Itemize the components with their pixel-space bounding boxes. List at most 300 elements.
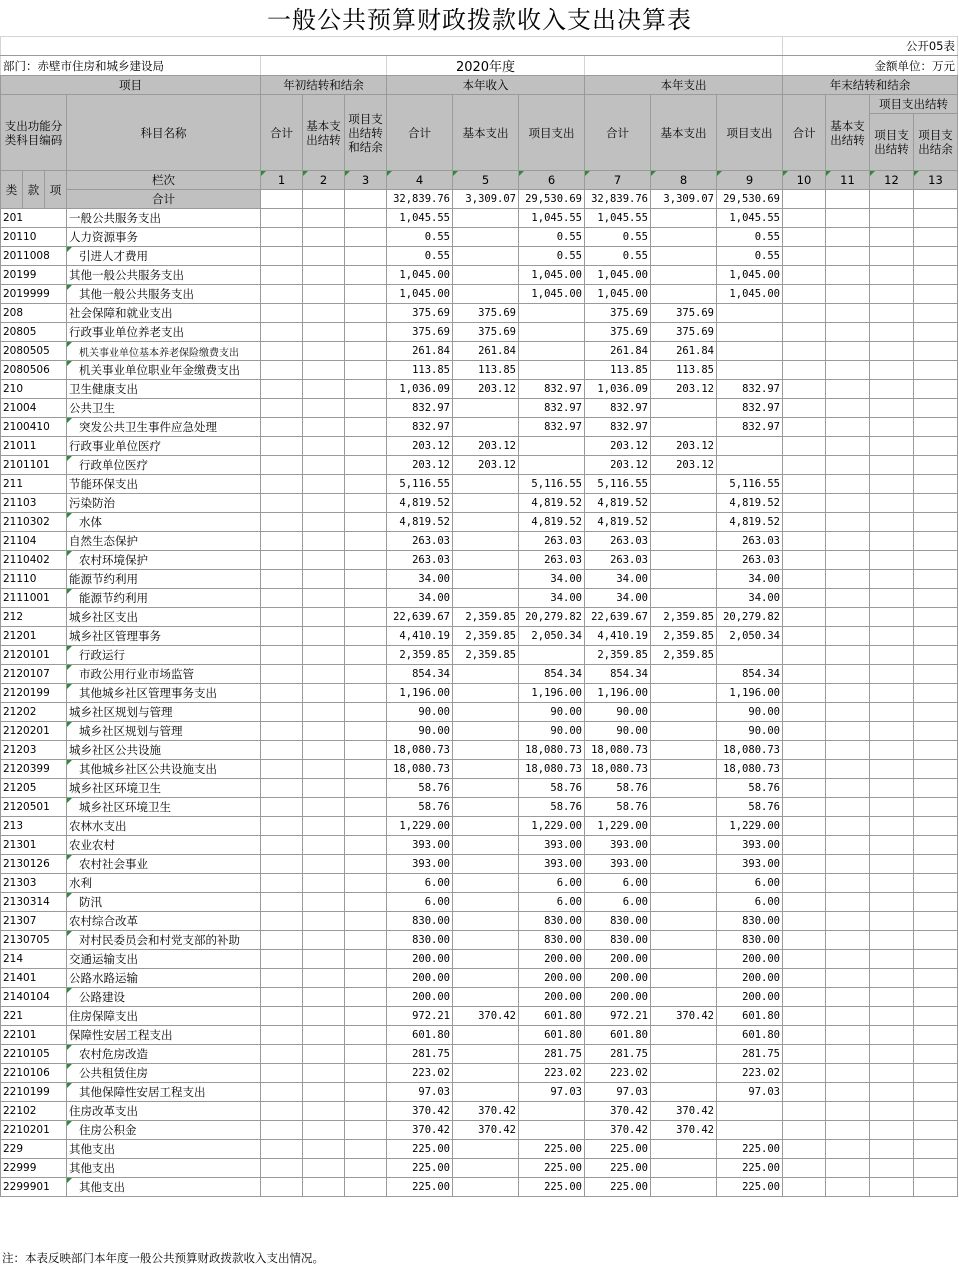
row-value (826, 988, 870, 1007)
row-value: 223.02 (717, 1064, 783, 1083)
row-value: 225.00 (387, 1159, 453, 1178)
row-value: 1,229.00 (717, 817, 783, 836)
header-close-proj-bal: 项目支出结余 (914, 114, 958, 171)
row-value (651, 874, 717, 893)
row-name: 机关事业单位基本养老保险缴费支出 (67, 342, 261, 361)
row-name: 突发公共卫生事件应急处理 (67, 418, 261, 437)
row-value: 203.12 (651, 437, 717, 456)
row-value (345, 1140, 387, 1159)
row-name: 城乡社区环境卫生 (67, 798, 261, 817)
row-value (345, 304, 387, 323)
row-value (261, 874, 303, 893)
row-value: 225.00 (387, 1140, 453, 1159)
row-value (519, 361, 585, 380)
row-name: 住房保障支出 (67, 1007, 261, 1026)
row-value (826, 494, 870, 513)
row-value (345, 1026, 387, 1045)
header-lei: 类 (1, 171, 23, 209)
row-value (261, 703, 303, 722)
table-row (1, 532, 958, 551)
meta-row-dept (1, 56, 958, 76)
row-value (345, 893, 387, 912)
total-cell (783, 190, 826, 209)
row-code: 2210199 (1, 1083, 67, 1102)
row-value (826, 931, 870, 950)
row-value (261, 836, 303, 855)
row-value (914, 532, 958, 551)
row-value (261, 437, 303, 456)
row-value (345, 684, 387, 703)
row-value: 113.85 (453, 361, 519, 380)
row-value (783, 608, 826, 627)
row-value (914, 1045, 958, 1064)
row-value: 225.00 (387, 1178, 453, 1197)
row-value (303, 950, 345, 969)
row-value (261, 380, 303, 399)
row-value (826, 551, 870, 570)
row-name: 行政单位医疗 (67, 456, 261, 475)
row-value (261, 494, 303, 513)
row-value (261, 456, 303, 475)
row-value: 90.00 (717, 703, 783, 722)
header-income: 本年收入 (387, 76, 585, 95)
row-value: 90.00 (717, 722, 783, 741)
row-value (870, 988, 914, 1007)
row-value: 58.76 (387, 798, 453, 817)
row-value (870, 475, 914, 494)
row-value (870, 798, 914, 817)
row-value (303, 532, 345, 551)
row-value (717, 437, 783, 456)
row-value (870, 228, 914, 247)
row-name: 能源节约利用 (67, 570, 261, 589)
row-value (651, 228, 717, 247)
table-row (1, 912, 958, 931)
row-value: 223.02 (387, 1064, 453, 1083)
row-value (303, 304, 345, 323)
row-value (651, 988, 717, 1007)
row-value: 2,359.85 (651, 627, 717, 646)
row-value: 1,229.00 (387, 817, 453, 836)
row-code: 20199 (1, 266, 67, 285)
row-value: 90.00 (585, 703, 651, 722)
row-value: 1,045.00 (519, 285, 585, 304)
row-value (783, 456, 826, 475)
row-value: 97.03 (387, 1083, 453, 1102)
row-value (303, 380, 345, 399)
row-value (303, 874, 345, 893)
row-value (826, 779, 870, 798)
header-func-code: 支出功能分类科目编码 (1, 95, 67, 171)
row-value (826, 532, 870, 551)
row-value (870, 874, 914, 893)
row-value: 200.00 (519, 988, 585, 1007)
meta-row-code (1, 37, 958, 56)
row-value: 832.97 (717, 418, 783, 437)
row-name: 农林水支出 (67, 817, 261, 836)
row-value: 58.76 (519, 798, 585, 817)
row-value (651, 722, 717, 741)
row-value: 1,036.09 (585, 380, 651, 399)
row-value (261, 722, 303, 741)
row-value (870, 1026, 914, 1045)
row-value (826, 570, 870, 589)
row-value: 200.00 (387, 969, 453, 988)
row-value (914, 836, 958, 855)
row-value (345, 874, 387, 893)
row-value (870, 646, 914, 665)
table-row (1, 855, 958, 874)
row-value: 1,229.00 (585, 817, 651, 836)
header-close-proj-carry: 项目支出结转 (870, 114, 914, 171)
total-cell: 32,839.76 (387, 190, 453, 209)
row-value (783, 380, 826, 399)
row-value (826, 513, 870, 532)
row-name: 社会保障和就业支出 (67, 304, 261, 323)
row-value: 1,045.55 (585, 209, 651, 228)
row-value (261, 209, 303, 228)
table-row (1, 228, 958, 247)
row-value (783, 760, 826, 779)
row-code: 21401 (1, 969, 67, 988)
row-value: 203.12 (585, 437, 651, 456)
row-value (453, 741, 519, 760)
header-expense: 本年支出 (585, 76, 783, 95)
row-value: 2,359.85 (585, 646, 651, 665)
row-value (303, 1121, 345, 1140)
row-value (345, 1007, 387, 1026)
row-value (519, 304, 585, 323)
row-value (826, 1140, 870, 1159)
row-value (870, 1121, 914, 1140)
row-code: 2130126 (1, 855, 67, 874)
row-value: 2,359.85 (651, 646, 717, 665)
row-value: 223.02 (585, 1064, 651, 1083)
row-value: 90.00 (387, 703, 453, 722)
row-value (914, 266, 958, 285)
row-value (651, 266, 717, 285)
row-value: 832.97 (519, 380, 585, 399)
row-value (345, 1102, 387, 1121)
col-num: 8 (651, 171, 717, 190)
table-row (1, 1140, 958, 1159)
row-value (826, 817, 870, 836)
row-value (453, 1045, 519, 1064)
row-name: 市政公用行业市场监管 (67, 665, 261, 684)
row-value: 1,045.55 (717, 209, 783, 228)
row-value: 972.21 (387, 1007, 453, 1026)
header-open-total: 合计 (261, 95, 303, 171)
row-value (453, 665, 519, 684)
row-value (303, 475, 345, 494)
row-value (651, 1026, 717, 1045)
row-value (826, 1026, 870, 1045)
row-value: 34.00 (717, 570, 783, 589)
row-value (519, 437, 585, 456)
row-value: 18,080.73 (387, 741, 453, 760)
table-row (1, 475, 958, 494)
row-code: 21307 (1, 912, 67, 931)
row-value: 203.12 (453, 456, 519, 475)
row-value (870, 513, 914, 532)
row-code: 2111001 (1, 589, 67, 608)
row-value (303, 285, 345, 304)
row-value (783, 912, 826, 931)
total-cell (826, 190, 870, 209)
row-value (914, 1178, 958, 1197)
table-row (1, 646, 958, 665)
row-value (783, 1064, 826, 1083)
row-value (345, 969, 387, 988)
row-value: 34.00 (519, 570, 585, 589)
header-income-project: 项目支出 (519, 95, 585, 171)
row-value (453, 418, 519, 437)
table-row (1, 494, 958, 513)
table-row (1, 1083, 958, 1102)
row-code: 20110 (1, 228, 67, 247)
row-value: 34.00 (519, 589, 585, 608)
row-value (261, 912, 303, 931)
row-name: 对村民委员会和村党支部的补助 (67, 931, 261, 950)
row-value (261, 798, 303, 817)
row-value: 832.97 (585, 399, 651, 418)
row-code: 2130314 (1, 893, 67, 912)
row-value (453, 1140, 519, 1159)
row-name: 其他城乡社区公共设施支出 (67, 760, 261, 779)
table-row (1, 950, 958, 969)
row-code: 2120399 (1, 760, 67, 779)
row-value (783, 532, 826, 551)
row-value: 601.80 (717, 1007, 783, 1026)
row-value (651, 931, 717, 950)
row-code: 21203 (1, 741, 67, 760)
row-value (453, 513, 519, 532)
row-value (914, 779, 958, 798)
row-value (826, 950, 870, 969)
row-value (303, 570, 345, 589)
row-value: 832.97 (387, 399, 453, 418)
row-value (914, 456, 958, 475)
row-value: 18,080.73 (717, 760, 783, 779)
row-value (870, 323, 914, 342)
row-value (453, 874, 519, 893)
row-value (783, 304, 826, 323)
table-row (1, 323, 958, 342)
row-value: 18,080.73 (387, 760, 453, 779)
row-name: 其他城乡社区管理事务支出 (67, 684, 261, 703)
row-name: 其他一般公共服务支出 (67, 285, 261, 304)
header-subject-name: 科目名称 (67, 95, 261, 171)
row-value: 1,045.00 (387, 266, 453, 285)
row-value: 5,116.55 (519, 475, 585, 494)
row-code: 21104 (1, 532, 67, 551)
row-value: 203.12 (651, 380, 717, 399)
table-row (1, 836, 958, 855)
row-value: 261.84 (651, 342, 717, 361)
row-value (783, 969, 826, 988)
row-name: 人力资源事务 (67, 228, 261, 247)
row-value (453, 228, 519, 247)
row-value: 5,116.55 (585, 475, 651, 494)
row-code: 2210106 (1, 1064, 67, 1083)
row-value: 830.00 (519, 912, 585, 931)
row-value (870, 836, 914, 855)
row-value (914, 342, 958, 361)
row-name: 防汛 (67, 893, 261, 912)
row-value (826, 1159, 870, 1178)
row-value: 370.42 (453, 1007, 519, 1026)
row-value: 1,045.00 (717, 285, 783, 304)
row-value (783, 684, 826, 703)
header-closing-balance: 年末结转和结余 (783, 76, 958, 95)
row-value: 18,080.73 (585, 741, 651, 760)
row-code: 221 (1, 1007, 67, 1026)
row-value (826, 969, 870, 988)
row-value: 832.97 (585, 418, 651, 437)
table-row (1, 874, 958, 893)
table-row (1, 1159, 958, 1178)
row-value: 370.42 (453, 1121, 519, 1140)
row-value: 281.75 (585, 1045, 651, 1064)
row-value (914, 399, 958, 418)
row-code: 22102 (1, 1102, 67, 1121)
row-value: 0.55 (387, 247, 453, 266)
row-value (914, 627, 958, 646)
row-value: 58.76 (717, 798, 783, 817)
row-value (303, 456, 345, 475)
row-value (914, 475, 958, 494)
header-income-total: 合计 (387, 95, 453, 171)
row-value (914, 589, 958, 608)
header-xiang: 项 (45, 171, 67, 209)
row-value (261, 570, 303, 589)
row-value: 281.75 (519, 1045, 585, 1064)
row-value (870, 1007, 914, 1026)
row-value (261, 1159, 303, 1178)
row-code: 21011 (1, 437, 67, 456)
row-value (303, 1159, 345, 1178)
row-value (870, 361, 914, 380)
row-value (345, 494, 387, 513)
row-value (651, 475, 717, 494)
header-open-basic: 基本支出结转 (303, 95, 345, 171)
row-value (870, 931, 914, 950)
row-name: 行政事业单位医疗 (67, 437, 261, 456)
row-value (453, 532, 519, 551)
row-value (345, 589, 387, 608)
row-value (870, 456, 914, 475)
row-value (651, 760, 717, 779)
row-value (914, 1083, 958, 1102)
footnote: 注：本表反映部门本年度一般公共预算财政拨款收入支出情况。 (2, 1251, 324, 1265)
row-value (783, 475, 826, 494)
row-value (303, 969, 345, 988)
row-name: 农村环境保护 (67, 551, 261, 570)
row-name: 卫生健康支出 (67, 380, 261, 399)
row-value: 375.69 (651, 323, 717, 342)
row-value (783, 247, 826, 266)
row-value: 200.00 (585, 988, 651, 1007)
row-value (345, 247, 387, 266)
row-value (870, 532, 914, 551)
row-value (826, 836, 870, 855)
row-value (783, 855, 826, 874)
row-value: 2,050.34 (519, 627, 585, 646)
row-value (826, 1064, 870, 1083)
row-code: 2011008 (1, 247, 67, 266)
row-value (870, 304, 914, 323)
row-value (914, 646, 958, 665)
row-value (345, 665, 387, 684)
table-row (1, 1064, 958, 1083)
row-value (651, 247, 717, 266)
row-value: 113.85 (387, 361, 453, 380)
row-value: 261.84 (585, 342, 651, 361)
row-value: 375.69 (453, 323, 519, 342)
row-value: 263.03 (717, 532, 783, 551)
row-value: 601.80 (585, 1026, 651, 1045)
row-value (826, 228, 870, 247)
row-value (914, 931, 958, 950)
row-value (519, 1121, 585, 1140)
row-value (303, 228, 345, 247)
row-value (261, 608, 303, 627)
row-value (914, 304, 958, 323)
row-code: 21103 (1, 494, 67, 513)
row-value: 225.00 (519, 1159, 585, 1178)
row-value (826, 912, 870, 931)
row-code: 21205 (1, 779, 67, 798)
row-value (345, 1178, 387, 1197)
row-code: 211 (1, 475, 67, 494)
row-value (826, 741, 870, 760)
row-code: 201 (1, 209, 67, 228)
row-value: 5,116.55 (387, 475, 453, 494)
row-value (717, 361, 783, 380)
row-code: 21201 (1, 627, 67, 646)
row-value (826, 418, 870, 437)
row-value (914, 950, 958, 969)
row-value (651, 741, 717, 760)
row-value (345, 988, 387, 1007)
row-value: 263.03 (585, 551, 651, 570)
table-row (1, 570, 958, 589)
row-value: 1,045.00 (387, 285, 453, 304)
row-value: 854.34 (519, 665, 585, 684)
row-value (261, 969, 303, 988)
row-value (870, 684, 914, 703)
row-value (783, 342, 826, 361)
row-value (870, 285, 914, 304)
row-value: 58.76 (585, 798, 651, 817)
row-value (345, 570, 387, 589)
row-value (783, 1045, 826, 1064)
row-code: 2101101 (1, 456, 67, 475)
row-value: 18,080.73 (519, 741, 585, 760)
row-value (303, 1064, 345, 1083)
row-value (453, 247, 519, 266)
row-value: 0.55 (585, 247, 651, 266)
row-value: 203.12 (387, 456, 453, 475)
row-value (914, 665, 958, 684)
row-value: 1,045.55 (387, 209, 453, 228)
row-value (783, 266, 826, 285)
row-code: 214 (1, 950, 67, 969)
row-name: 机关事业单位职业年金缴费支出 (67, 361, 261, 380)
col-num: 2 (303, 171, 345, 190)
row-value (303, 931, 345, 950)
budget-table (0, 36, 958, 1197)
